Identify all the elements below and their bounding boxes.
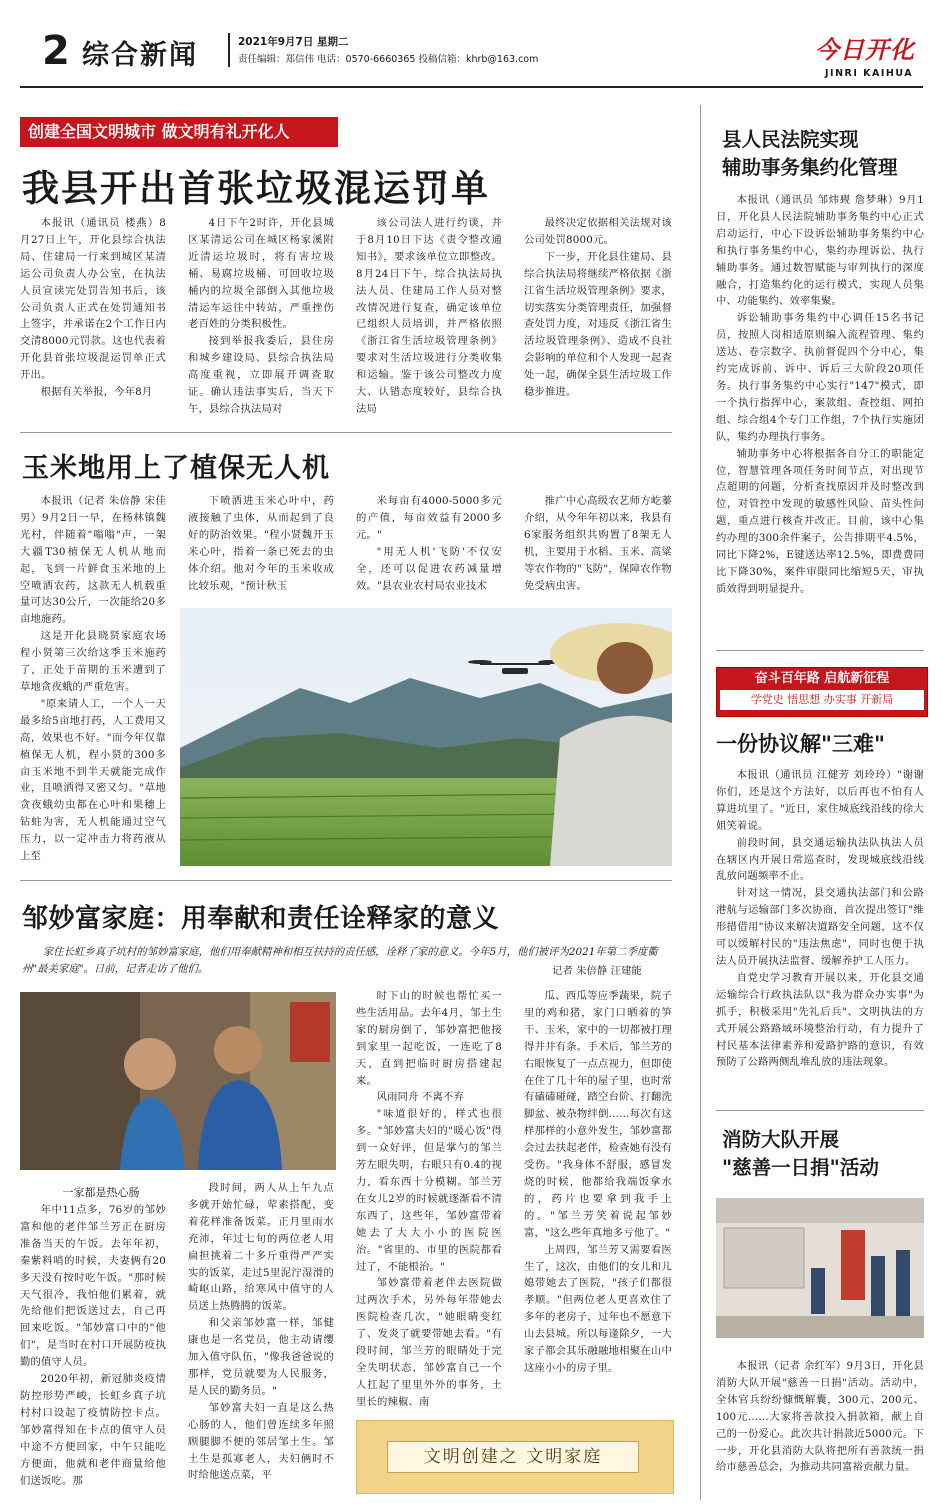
page-number — [42, 28, 70, 74]
court-body: 本报讯（通讯员 邹炜觋 詹梦琳）9月1日，开化县人民法院辅助事务集约中心正式启动运行，中心下设诉讼辅助事务集约中心和执行事务集约中心，集约办理诉讼、执行辅助事务。通过数智赋能与审判执行的深度融合，打造集约化的运行模式，实现人员集中、功能集约、效率集聚。 诉讼辅助事务集约中心调任15名书记员，按照人岗相适原则编入流程管理、集约送达、卷宗数字、执前督促四个分中心，集约完成诉前、诉中、诉后三大阶段20项任务。执行事务集约中心实行"147"模式，即一个执行指挥中心，案款组、查控组、网拍组、综合组4个专门工作组，7个执行实施团队，集约办理执行事务。 辅助事务中心将根据各自分工的职能定位，智慧管理各项任务时间节点，对出现节点超期的问题，分析查找原因并及时整改到位，对管控中发现的敏感性风险、苗头性问题，重点进行核查并改正。目前，该中心集约办理的300余件案子，公告排期平4.5%，同比下降2%，E键送达率12.5%，即费费同比下降30%，案件审限同比缩短5天，审执质效得到明显提升。 — [716, 194, 924, 595]
drone-photo-svg — [180, 608, 672, 866]
masthead-logo — [815, 30, 925, 85]
civilized-family-banner — [356, 1420, 674, 1494]
article1-col3: 该公司法人进行约谈，并于8月10日下达《责令整改通知书》，要求该单位立即整改。8月24日下午，综合执法局执法人员、住建局工作人员对整改情况进行复查，确定该单位已组织人员培训，并严格依照《浙江省生活垃圾管理条例》要求对生活垃圾进行分类收集和运输。鉴于该公司整改力度大、认错态度较好，县综合执法局 — [356, 217, 502, 415]
party-history-banner-line2: 学党史 悟思想 办实事 开新局 — [720, 690, 924, 710]
divider-right-1 — [716, 650, 924, 651]
family-intro: 家住长虹乡真子坑村的邹妙富家庭，他们用奉献精神和相互扶持的责任感，诠释了家的意义。今年5月，他们被评为2021年第二季度衢州"最美家庭"。日前，记者走访了他们。 — [22, 946, 658, 975]
family-byline: 记者 朱倍静 汪建能 — [552, 965, 642, 977]
civilization-banner-text: 创建全国文明城市 做文明有礼开化人 — [28, 122, 290, 141]
article3-col2: 段时间，两人从上午九点多就开始忙碌，荤素搭配，变着花样准备饭菜。正月里雨水充沛，年过七旬的两位老人用扁担挑着二十多斤重得严严实实的饭菜，走过5里泥泞湿滑的崎岖山路，给寒风中值守的人员送上热腾腾的饭菜。 和父亲邹妙富一样，邹健康也是一名党员，他主动请缨加入值守队伍，"像我爸爸说的那样，党员就要为人民服务，是人民的勤务员。" 邹妙富夫妇一直是这么热心肠的人，他们曾连续多年照顾腿脚不便的邻居邹土生。邹土生是孤寡老人，夫妇俩时不时给他送点菜，平 — [188, 1182, 334, 1482]
article2-col2: 下喷洒进玉米心叶中，药液接触了虫体，从而起到了良好的防治效果。"程小贤魏开玉米心叶，指着一条已死去的虫体介绍。他对今年的玉米收成比较乐观，"预计秋玉 — [188, 495, 334, 592]
article1-col4: 最终决定依据相关法规对该公司处罚8000元。 下一步，开化县住建局、县综合执法局将继续严格依据《浙江省生活垃圾管理条例》要求，切实落实分类管理责任，加强督查处罚力度，对违反《浙江省生活垃圾管理条例》、造成不良社会影响的单位和个人发现一起查处一起，确保全县生活垃圾工作稳步推进。 — [524, 217, 672, 399]
logo-pinyin: JINRI KAIHUA — [825, 68, 914, 79]
party-history-banner — [716, 667, 928, 717]
editor-line: 责任编辑：郑信伟 电话：0570-6660365 投稿信箱：khrb@163.com — [238, 54, 539, 65]
headline-court-line1: 县人民法院实现 — [722, 128, 859, 151]
donation-box-icon — [841, 1230, 865, 1300]
header-rule — [20, 86, 923, 88]
article2-col4: 推广中心高级农艺师方屹蓁介绍，从今年年初以来，我县有6家服务组织共购置了8架无人机，主要用于水稻、玉米、高粱等农作物的"飞防"，保障农作物免受病虫害。 — [524, 495, 672, 592]
logo-chinese: 今日开化 — [815, 35, 915, 64]
family-photo-svg — [20, 992, 336, 1170]
headline-court — [722, 126, 898, 182]
family-photo — [20, 992, 336, 1170]
headline-firefighters-line1: 消防大队开展 — [722, 1128, 840, 1151]
party-history-banner-line1: 奋斗百年路 启航新征程 — [754, 671, 890, 686]
civilized-family-banner-text: 文明创建之 文明家庭 — [387, 1441, 639, 1473]
headline-garbage-fine: 我县开出首张垃圾混运罚单 — [22, 167, 490, 210]
fire-brigade-photo-svg — [716, 1198, 924, 1338]
issue-date: 2021年9月7日 星期二 — [238, 36, 349, 48]
article3-col3: 时下山的时候也帮忙买一些生活用品。去年4月，邹土生家的厨房倒了，邹妙富把他接到家里一起吃饭，一连吃了8天，直到把临时厨房搭建起来。 风雨同舟 不离不弃 "味道很好的，样式也很多。"邹妙富夫妇的"暖心饭"得到一众好评，但是掌勺的邹兰芳左眼失明，右眼只有0.4的视力，看东西十分模糊。邹兰芳在女儿2岁的时候就逐渐看不清东西了，这些年，邹妙富带着她去了大大小小的医院医治。"省里的、市里的医院都看过了，不能根治。" 邹妙富带着老伴去医院做过两次手术，另外每年带她去医院检查几次，"她眼睛变红了、发炎了就要带她去看。"有段时间，邹兰芳的眼睛处于完全失明状态，邹妙富自己一个人扛起了里里外外的事务，土里长的辣椒、南 — [356, 990, 502, 1408]
headline-drone: 玉米地用上了植保无人机 — [22, 453, 330, 484]
article1-col1: 本报讯（通讯员 楼燕）8月27日上午，开化县综合执法局、住建局一行来到城区某清运公司负责人办公室，在执法人员宣读完处罚告知书后，该公司负责人正式在处罚通知书上签字，并承诺在2个工作日内交清8000元罚款。这也代表着开化县首张垃圾混运罚单正式开出。 根据有关举报，今年8月 — [20, 217, 166, 399]
divider-2 — [20, 880, 672, 881]
divider-right-2 — [716, 1110, 924, 1111]
page-number-text: 2 — [42, 28, 70, 74]
article3-col4: 瓜、西瓜等应季蔬果，院子里的鸡和猪，家门口晒着的笋干、玉米，家中的一切都被打理得井井有条。手术后，邹兰芳的右眼恢复了一点点视力，但即使在住了几十年的屋子里，也时常有磕磕碰碰，踏空台阶、打翻洗脚盆、被杂物绊倒……每次有这样那样的小意外发生，邹妙富都会过去扶起老伴，检查她有没有受伤。"我身体不舒服，感冒发烧的时候，他都给我端饭拿水的，药片也要拿到我手上的。"邹兰芳笑着说起邹妙富，"这么些年真地多亏他了。" 上周四，邹兰芳又需要看医生了，这次，由他们的女儿和儿媳带她去了医院，"孩子们都很孝顺。"但两位老人更喜欢住了多年的老房子，过年也不愿意下山去县城。所以每逢除夕，一大家子都会其乐融融地相聚在山中这座小小的房子里。 — [524, 990, 672, 1374]
article1-col2: 4日下午2时许，开化县城区某清运公司在城区杨家溪附近清运垃圾时，将有害垃圾桶、易腐垃圾桶、可回收垃圾桶内的垃圾全部倒入其他垃圾清运车运往中转站，严重挫伤老百姓的分类积极性。 接到举报我委后，县住房和城乡建设局、县综合执法局高度重视，立即展开调查取证。确认违法事实后，当天下午，县综合执法局对 — [188, 217, 334, 415]
headline-court-line2: 辅助事务集约化管理 — [722, 156, 898, 179]
divider-1 — [20, 432, 672, 433]
civilization-banner — [20, 117, 338, 147]
family-photo-caption: 一家都是热心肠 — [62, 1186, 140, 1199]
article2-col3: 米每亩有4000-5000多元的产值，每亩效益有2000多元。" "用无人机'飞防'不仅安全，还可以促进农药减量增效。"县农业农村局农业技术 — [356, 495, 502, 592]
article2-col1: 本报讯（记者 朱倍静 宋佳男）9月2日一早，在杨林镇魏光村，伴随着"嗡嗡"声，一架大疆T30植保无人机从地而起，飞到一片鲜食玉米地的上空喷洒农药，这款无人机载重量可达30公斤，一次能给20多亩地施药。 这是开化县晓贤家庭农场程小贤第三次给这季玉米施药了，正处于苗期的玉米遭到了草地贪夜蛾的严重危害。 "原来请人工，一个人一天最多给5亩地打药，人工费用又高，效果也不好。"而今年仅靠植保无人机，程小贤的300多亩玉米地不到半天就能完成作业，且喷洒得又密又匀。"草地贪夜蛾幼虫都在心叶和果穗上钻蛀为害，无人机能通过空气压力，以一定冲击力将药液从上至 — [20, 495, 166, 863]
drone-cornfield-photo — [180, 608, 672, 866]
headline-firefighters-line2: "慈善一日捐"活动 — [722, 1156, 879, 1179]
header-divider-vertical — [228, 33, 230, 67]
headline-agreement: 一份协议解"三难" — [716, 732, 885, 756]
headline-firefighters — [722, 1126, 879, 1182]
firefighters-body: 本报讯（记者 余红军）9月3日，开化县消防大队开展"慈善一日捐"活动。活动中，全体官兵纷纷慷慨解囊，300元、200元、100元……大家将善款投入捐款箱，献上自己的一份爱心。此次共计捐款近5000元。下一步，开化县消防大队将把所有善款统一捐给市慈善总会，为推动共同富裕贡献力量。 — [716, 1360, 924, 1474]
fire-brigade-photo — [716, 1198, 924, 1338]
section-name: 综合新闻 — [82, 40, 198, 71]
agreement-body: 本报讯（通讯员 江健芳 刘玲玲）"谢谢你们，还是这个方法好，以后再也不怕有人算进坑里了。"近日，家住城底线沿线的徐大姐笑着说。 前段时间，县交通运输执法队执法人员在辖区内开展日常巡查时，发现城底线沿线乱放问题频率不止。 针对这一情况，县交通执法部门和公路港航与运输部门多次协商，首次提出签订"维形措借用"协议来解决道路安全问题，这不仅可以缓解村民的"违法焦虑"，同时也便于执法人员开展执法监督、缓解养护工人压力。 自党史学习教育开展以来，开化县交通运输综合行政执法队以"我为群众办实事"为抓手，积极采用"先礼后兵"、文明执法的方式开展公路路域环境整治行动，有力提升了村民基本法律素养和爱路护路的意识，有效预防了公路两侧乱堆乱放的违法现象。 — [716, 769, 924, 1069]
headline-family: 邹妙富家庭：用奉献和责任诠释家的意义 — [22, 904, 500, 934]
right-column-rule — [700, 105, 701, 1500]
article3-col1: 年中11点多，76岁的邹妙富和他的老伴邹兰芳正在厨房准备当天的午饭。去年年初，秦紫料哨的时候，夫妻俩有20多天没有按时吃午饭。"那时候天气很冷，我怕他们累着，就先给他们把饭送过去，自己再回来吃饭。"邹妙富口中的"他们"，是当时在村口开展防疫执勤的值守人员。 2020年初，新冠肺炎疫情防控形势严峻，长虹乡真子坑村村口设起了疫情防控卡点。邹妙富得知在卡点的值守人员中途不方便回家，中午只能吃方便面，他就和老伴商量给他们送饭吃。那 — [20, 1204, 166, 1487]
